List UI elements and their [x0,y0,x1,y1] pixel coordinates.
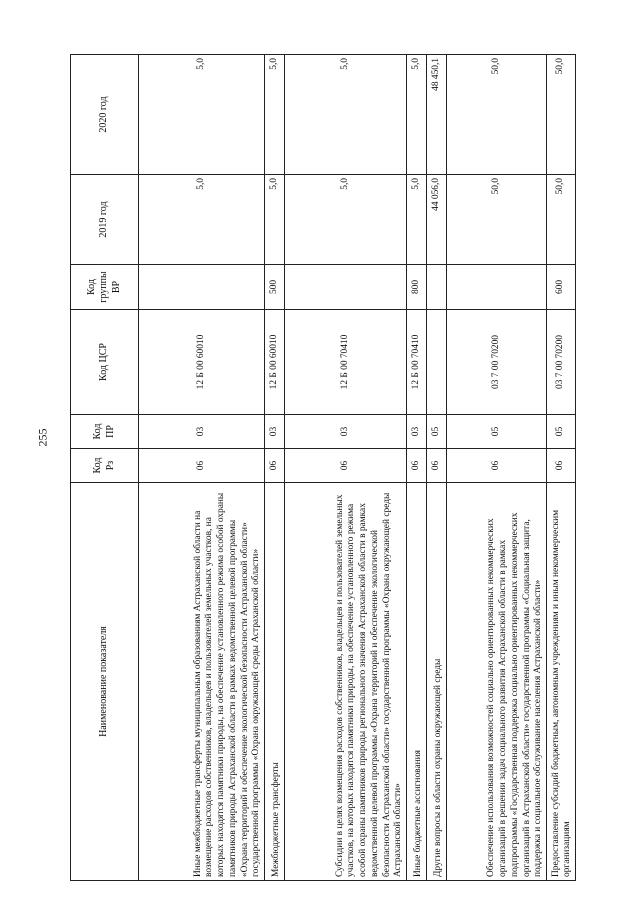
row-pr: 03 [265,415,285,449]
row-rz: 06 [547,449,576,483]
row-2020: 5,0 [407,55,427,175]
row-csr: 12 Б 00 70410 [285,310,407,415]
row-csr: 12 Б 00 70410 [407,310,427,415]
row-csr: 12 Б 00 60010 [265,310,285,415]
row-rz: 06 [265,449,285,483]
row-2020: 5,0 [265,55,285,175]
row-2020: 50,0 [447,55,547,175]
row-rz: 06 [139,449,265,483]
row-name: Обеспечение использования возможностей социально ориентированных некоммерческих организаций в решении задач социального развития Астраханской области в рамках подпрограммы «Государственная поддержка социально ориентированных некоммерческих организаций в Астраханской области» государственной программы «Социальная защита, поддержка и социальное обслуживание населения Астраханской области» [447,483,547,881]
row-pr: 05 [427,415,447,449]
header-pr: Код ПР [71,415,139,449]
row-2020: 48 450,1 [427,55,447,175]
row-rz: 06 [407,449,427,483]
row-name: Межбюджетные трансферты [265,483,285,881]
row-csr: 12 Б 00 60010 [139,310,265,415]
header-rz: Код Рз [71,449,139,483]
row-2019: 5,0 [407,175,427,265]
row-2020: 5,0 [139,55,265,175]
row-vr: 600 [547,265,576,310]
row-vr: 800 [407,265,427,310]
row-vr [139,265,265,310]
row-vr [447,265,547,310]
row-2020: 50,0 [547,55,576,175]
header-csr: Код ЦСР [71,310,139,415]
row-vr [285,265,407,310]
header-2019: 2019 год [71,175,139,265]
row-pr: 03 [285,415,407,449]
row-rz: 06 [285,449,407,483]
row-csr [427,310,447,415]
row-name: Предоставление субсидий бюджетным, автономным учреждениям и иным некоммерческим организациям [547,483,576,881]
table-row [265,55,285,881]
row-name: Субсидии в целях возмещения расходов собственников, владельцев и пользователей земельных участков, на которых находятся памятники природы, на обеспечение установленного режима особой охраны памятников природы регионального значения Астраханской области в рамках ведомственной целевой программы «Охрана территорий и обеспечение экологической безопасности Астраханской области» государственной программы «Охрана окружающей среды Астраханской области» [285,483,407,881]
header-name: Наименование показателя [71,483,139,881]
row-csr: 03 7 00 70200 [447,310,547,415]
page-number: 255 [35,428,50,447]
table-row [547,55,576,881]
row-name: Иные межбюджетные трансферты муниципальным образованиям Астраханской области на возмещение расходов собственников, владельцев и пользователей земельных участков, на которых находятся памятники природы, на обеспечение установленного режима особой охраны памятников природы Астраханской области в рамках ведомственной целевой программы «Охрана территорий и обеспечение экологической безопасности Астраханской области» государственной программы «Охрана окружающей среды Астраханской области» [139,483,265,881]
row-pr: 03 [407,415,427,449]
row-2019: 5,0 [139,175,265,265]
row-vr [427,265,447,310]
row-pr: 03 [139,415,265,449]
row-pr: 05 [547,415,576,449]
table-row [139,55,265,881]
table-row [285,55,407,881]
row-pr: 05 [447,415,547,449]
table-header-row [71,55,139,881]
row-2019: 44 056,0 [427,175,447,265]
row-2019: 50,0 [447,175,547,265]
header-2020: 2020 год [71,55,139,175]
table-row [427,55,447,881]
row-name: Другие вопросы в области охраны окружающей среды [427,483,447,881]
row-2019: 5,0 [285,175,407,265]
row-2019: 50,0 [547,175,576,265]
table-row [447,55,547,881]
row-name: Иные бюджетные ассигнования [407,483,427,881]
rotated-page [70,55,575,881]
row-rz: 06 [447,449,547,483]
row-vr: 500 [265,265,285,310]
row-rz: 06 [427,449,447,483]
header-vr: Код группы ВР [71,265,139,310]
row-2020: 5,0 [285,55,407,175]
row-2019: 5,0 [265,175,285,265]
table-row [407,55,427,881]
row-csr: 03 7 00 70200 [547,310,576,415]
budget-table [70,54,576,881]
